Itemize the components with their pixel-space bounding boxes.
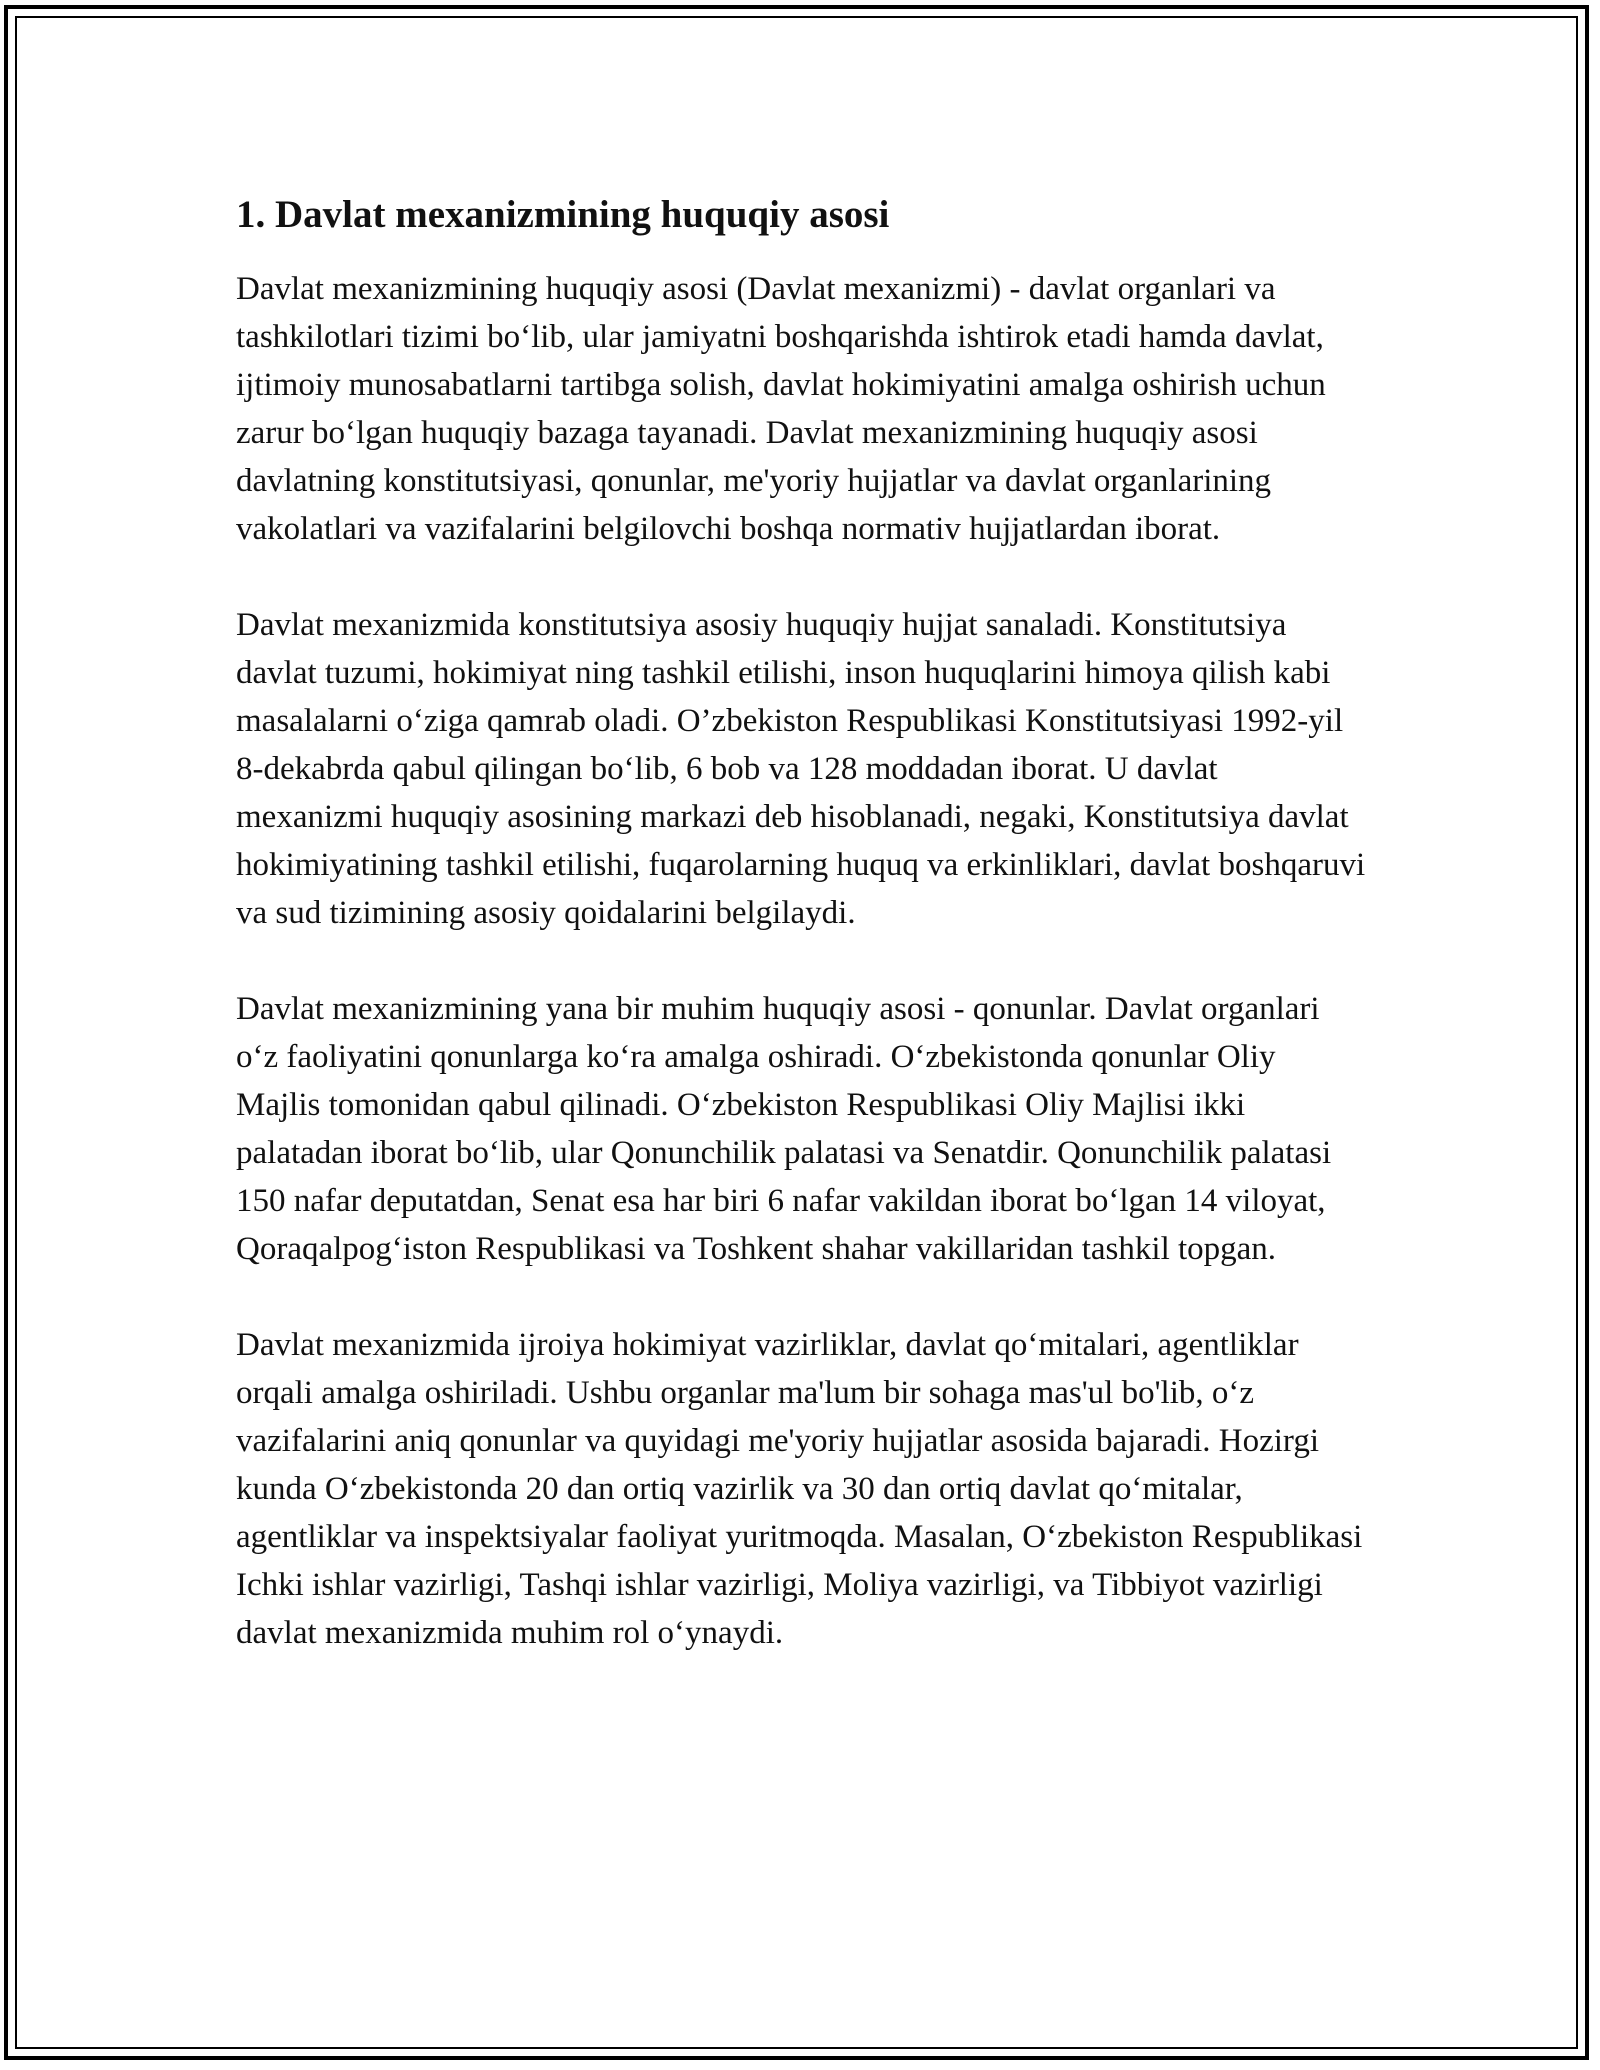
document-body [236, 184, 1366, 1705]
paragraph-laws: Davlat mexanizmining yana bir muhim huquqiy asosi - qonunlar. Davlat organlari o‘z faoliyatini qonunlarga ko‘ra amalga oshiradi. O‘zbekistonda qonunlar Oliy Majlis tomonidan qabul qilinadi. O‘zbekiston Respublikasi Oliy Majlisi ikki palatadan iborat bo‘lib, ular Qonunchilik palatasi va Senatdir. Qonunchilik palatasi 150 nafar deputatdan, Senat esa har biri 6 nafar vakildan iborat bo‘lgan 14 viloyat, Qoraqalpog‘iston Respublikasi va Toshkent shahar vakillaridan tashkil topgan. [236, 991, 1332, 1267]
paragraph-constitution: Davlat mexanizmida konstitutsiya asosiy huquqiy hujjat sanaladi. Konstitutsiya davlat tuzumi, hokimiyat ning tashkil etilishi, inson huquqlarini himoya qilish kabi masalalarni o‘ziga qamrab oladi. O’zbekiston Respublikasi Konstitutsiyasi 1992-yil 8-dekabrda qabul qilingan bo‘lib, 6 bob va 128 moddadan iborat. U davlat mexanizmi huquqiy asosining markazi deb hisoblanadi, negaki, Konstitutsiya davlat hokimiyatining tashkil etilishi, fuqarolarning huquq va erkinliklari, davlat boshqaruvi va sud tizimining asosiy qoidalarini belgilaydi. [236, 607, 1366, 931]
paragraph-executive: Davlat mexanizmida ijroiya hokimiyat vazirliklar, davlat qo‘mitalari, agentliklar orqali amalga oshiriladi. Ushbu organlar ma'lum bir sohaga mas'ul bo'lib, o‘z vazifalarini aniq qonunlar va quyidagi me'yoriy hujjatlar asosida bajaradi. Hozirgi kunda O‘zbekistonda 20 dan ortiq vazirlik va 30 dan ortiq davlat qo‘mitalar, agentliklar va inspektsiyalar faoliyat yuritmoqda. Masalan, O‘zbekiston Respublikasi Ichki ishlar vazirligi, Tashqi ishlar vazirligi, Moliya vazirligi, va Tibbiyot vazirligi davlat mexanizmida muhim rol o‘ynaydi. [236, 1327, 1363, 1651]
section-heading: 1. Davlat mexanizmining huquqiy asosi [236, 193, 890, 236]
paragraph-intro: Davlat mexanizmining huquqiy asosi (Davlat mexanizmi) - davlat organlari va tashkilotlari tizimi bo‘lib, ular jamiyatni boshqarishda ishtirok etadi hamda davlat, ijtimoiy munosabatlarni tartibga solish, davlat hokimiyatini amalga oshirish uchun zarur bo‘lgan huquqiy bazaga tayanadi. Davlat mexanizmining huquqiy asosi davlatning konstitutsiyasi, qonunlar, me'yoriy hujjatlar va davlat organlarining vakolatlari va vazifalarini belgilovchi boshqa normativ hujjatlardan iborat. [236, 271, 1326, 547]
